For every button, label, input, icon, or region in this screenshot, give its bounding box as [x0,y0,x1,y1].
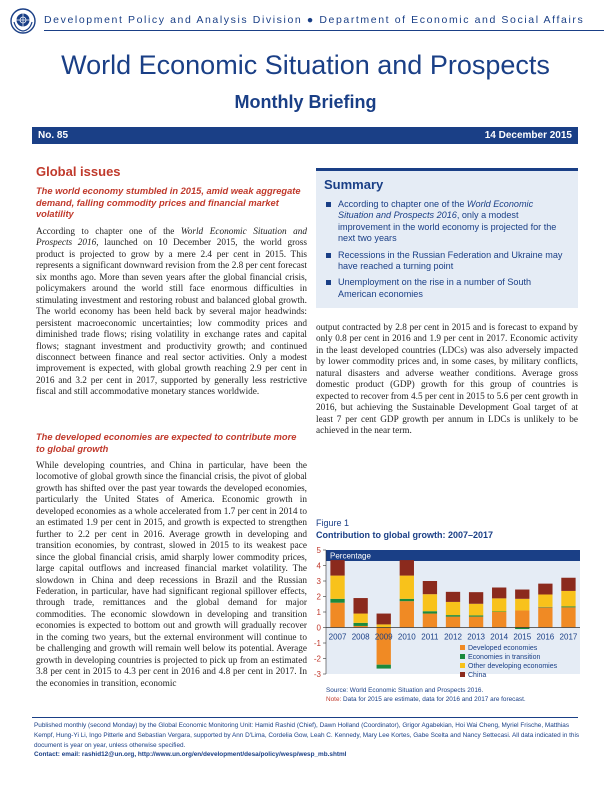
header-org-line: Development Policy and Analysis Division ● Department of Economic and Social Affairs [44,14,585,26]
bar-segment [423,594,437,611]
summary-item: Unemployment on the rise in a number of South American economies [324,277,570,300]
legend-entry: Developed economies [468,645,538,652]
bar-segment [377,624,391,627]
figure-title: Contribution to global growth: 2007–2017 [316,530,494,540]
x-tick-label: 2012 [444,632,462,642]
summary-title: Summary [324,177,384,192]
y-tick-label: 2 [316,592,321,602]
subheading-world-economy: The world economy stumbled in 2015, amid weak aggregate demand, falling commodity prices and financial market volatility [36,186,301,219]
page-subtitle: Monthly Briefing [234,92,377,112]
bar-segment [330,603,344,628]
chart-container [308,540,580,684]
y-tick-label: 0 [316,623,321,633]
bullet-icon [326,253,331,258]
bar-segment [492,598,506,611]
bar-segment [353,598,367,614]
bullet-icon [326,202,331,207]
figure-note: Note: Data for 2015 are estimate, data for 2016 and 2017 are forecast. [326,696,526,703]
header-rule [44,30,604,31]
bar-segment [423,581,437,594]
bar-segment [446,615,460,617]
bar-segment [469,615,483,616]
y-axis-label: Percentage [330,551,371,561]
bar-segment [330,560,344,576]
footer-rule [32,717,578,718]
bullet-icon [326,280,331,285]
bar-segment [446,602,460,615]
bar-segment [492,612,506,628]
summary-item: According to chapter one of the World Economic Situation and Prospects 2016, only a modest improvement in the world economy is projected for the next two years [324,199,570,245]
y-tick-label: 1 [316,608,321,617]
x-tick-label: 2016 [536,632,555,642]
legend-swatch [460,672,465,677]
x-tick-label: 2013 [467,632,485,642]
figure-source-note [326,686,586,704]
footer-contact: Contact: email: rashid12@un.org, http://www.un.org/en/development/desa/policy/wesp/wesp_mb.shtml [34,751,347,759]
figure-source: Source: World Economic Situation and Prospects 2016. [326,687,484,694]
x-tick-label: 2009 [374,632,393,642]
bar-segment [423,611,437,613]
bar-segment [353,623,367,626]
x-tick-label: 2007 [328,632,347,642]
bar-segment [400,601,414,627]
x-tick-label: 2017 [559,632,578,642]
bar-segment [400,576,414,599]
developed-economies-body: While developing countries, and China in particular, have been the locomotive of global growth since the financial crisis, the pivot of global growth has shifted over the past year towards the developed economies, particularly the United States of America. Economic growth in developed economies as a whole accelerated from 1.7 per cent in 2014 to an estimated 1.9 per cent in 2015, and growth is expected to strengthen further to 2.2 per cent in 2016. Average growth in developing and transition economies, by contrast, slowed in 2015 to its weakest pace since the global financial crisis, amid sharply lower commodity prices, large capital outflows and increased financial market volatility. The slowdown in China and deep recessions in Brazil and the Russian Federation, in particular, have had significant regional spillover effects, through trade, remittances and the global demand for major commodities. The economic slowdown in developing and transition economies is expected to bottom out and growth will gradually recover in the coming two years, but the external environment will continue to be challenging and growth will remain well below its potential. Average growth in developing countries is projected to pick up from an estimated 3.8 per cent in 2015 to 4.3 per cent in 2016 and 4.8 per cent in 2017. In the economies in transition, economic [36,461,307,689]
bar-segment [469,604,483,616]
y-tick-label: -3 [313,670,321,679]
bar-segment [515,610,529,627]
bar-segment [446,592,460,602]
legend-swatch [460,663,465,668]
bar-segment [377,665,391,669]
footer [34,721,584,760]
bar-segment [353,614,367,623]
issue-number: No. 85 [38,130,69,141]
bar-segment [561,607,575,627]
bar-segment [469,592,483,604]
section-heading-global-issues: Global issues [36,164,121,179]
bar-segment [330,576,344,599]
un-emblem-icon [10,8,36,34]
global-issues-body: According to chapter one of the World Economic Situation and Prospects 2016, launched on 10 December 2015, the world gross product is projected to grow by a mere 2.4 per cent in 2015. This represents a significant downward revision from the 2.8 per cent forecast six months ago. More than seven years after the global financial crisis, policymakers around the world still face enormous difficulties in stimulating investment and restoring robust and balanced global growth. The world economy has been held back by several major headwinds: persistent macroeconomic uncertainties; low commodity prices and diminished trade flows; rising volatility in exchange rates and capital flows; stagnant investment and productivity growth; and continued disconnect between finance and real sector activities. Only a modest improvement is expected, with global growth reaching 2.9 per cent in 2016 and 3.2 per cent in 2017, supported by generally less restrictive fiscal and still accommodative monetary stances worldwide. [36,227,307,398]
growth-contribution-chart [308,540,580,684]
x-tick-label: 2014 [490,632,509,642]
y-tick-label: 5 [316,546,321,555]
x-tick-label: 2015 [513,632,532,642]
bar-segment [538,584,552,595]
x-tick-label: 2010 [397,632,416,642]
x-tick-label: 2008 [351,632,370,642]
summary-box [316,168,578,308]
y-tick-label: 3 [316,577,321,586]
legend-entry: Other developing economies [468,663,558,670]
y-tick-label: -1 [313,639,321,648]
right-column-body: output contracted by 2.8 per cent in 2015 and is forecast to expand by only 0.8 per cent in 2016 and 1.9 per cent in 2017. Economic activity in the least developed countries (LDCs) was also adversely impacted by lower commodity prices and, in some cases, by military conflicts, natural disasters and adverse weather conditions. Average gross domestic product (GDP) growth for this group of countries is expected to recover from 4.5 per cent in 2015 to 5.6 per cent growth in 2016, but achieving the Sustainable Development Goal target of at least 7 per cent GDP growth per annum in LDCs is unlikely to be achieved in the near term. [316,323,578,437]
bar-segment [515,599,529,611]
issue-bar [32,127,578,144]
summary-item: Recessions in the Russian Federation and Ukraine may have reached a turning point [324,250,570,273]
bar-segment [423,614,437,628]
bar-segment [561,578,575,591]
legend-entry: Economies in transition [468,654,541,661]
bar-segment [377,614,391,625]
legend-swatch [460,645,465,650]
legend-swatch [460,654,465,659]
bar-segment [469,617,483,628]
bar-segment [446,617,460,628]
x-tick-label: 2011 [421,632,439,642]
subheading-developed-economies: The developed economies are expected to contribute more to global growth [36,432,297,454]
bar-segment [538,594,552,606]
issue-date: 14 December 2015 [484,130,572,141]
bar-segment [400,560,414,576]
page-title: World Economic Situation and Prospects [61,50,550,80]
bar-segment [492,588,506,599]
footer-credits: Published monthly (second Monday) by the Global Economic Monitoring Unit: Hamid Rashid (Chief), Dawn Holland (Coordinator), Grigor Agabekian, Hoi Wai Cheng, Myriel Frische, Matthias Kempf, Hung-Yi Li, Ingo Pitterle and Sebastian Vergara, supported by Ann D'Lima, Cordelia Gow, Leah C. Kennedy, Mary Lee Kortes, Gabe Scelta and Nancy Settecasi. All data indicated in this document is year on year, unless otherwise specified. [34,722,580,749]
figure-label: Figure 1 [316,518,350,528]
legend-entry: China [468,672,487,679]
bar-segment [561,606,575,607]
bar-segment [561,591,575,607]
y-tick-label: -2 [313,654,321,664]
y-tick-label: 4 [316,561,321,571]
bar-segment [400,599,414,601]
bar-segment [515,590,529,599]
bar-segment [538,607,552,627]
bar-segment [330,599,344,603]
